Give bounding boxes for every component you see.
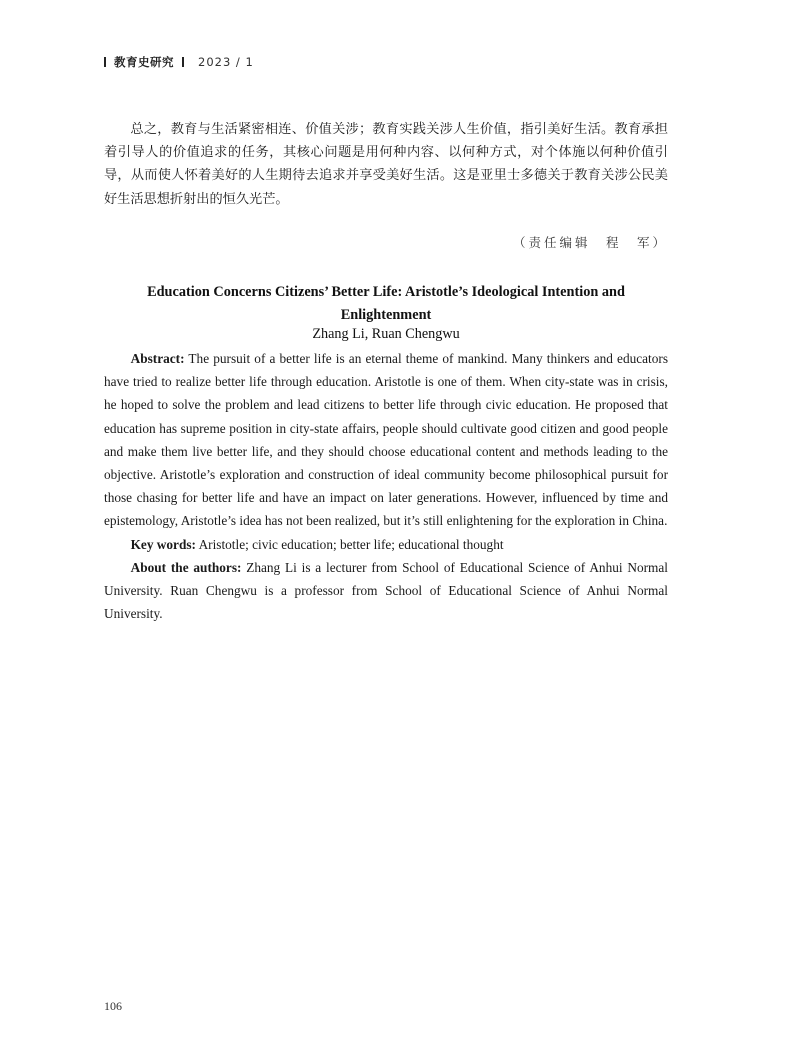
- keywords-label: Key words:: [130, 536, 196, 552]
- header-divider-bar: [104, 57, 106, 67]
- about-authors-text: Zhang Li is a lecturer from School of Educational Science of Anhui Normal University. Ruan Chengwu is a professor from School of Educational Science of Anhui Normal University.: [104, 559, 668, 622]
- running-header: [104, 54, 254, 70]
- about-authors-paragraph: [104, 556, 668, 626]
- abstract-paragraph: [104, 347, 668, 533]
- english-abstract-block: [104, 347, 668, 625]
- abstract-label: Abstract:: [130, 351, 185, 366]
- english-authors: Zhang Li, Ruan Chengwu: [312, 326, 460, 342]
- keywords-text: Aristotle; civic education; better life; educational thought: [198, 536, 504, 552]
- header-divider-bar: [182, 57, 184, 67]
- chinese-conclusion-paragraph: 总之，教育与生活紧密相连、价值关涉；教育实践关涉人生价值，指引美好生活。教育承担着引导人的价值追求的任务，其核心问题是用何种内容、以何种方式，对个体施以何种价值引导，从而使人怀着美好的人生期待去追求并享受美好生活。这是亚里士多德关于教育关涉公民美好生活思想折射出的恒久光芒。: [104, 122, 668, 207]
- english-article-title: Education Concerns Citizens’ Better Life: Aristotle’s Ideological Intention and Enlightenment: [147, 284, 625, 323]
- issue-number: 2023 / 1: [198, 55, 254, 69]
- abstract-text: The pursuit of a better life is an eternal theme of mankind. Many thinkers and educators have tried to realize better life through education. Aristotle is one of them. When city-state was in crisis, he hoped to solve the problem and lead citizens to better life through civic education. He proposed that education has supreme position in city-state affairs, people should cultivate good citizen and good people and make them live better life, and they should choose educational content and methods leading to the objective. Aristotle’s exploration and construction of ideal community become philosophical pursuit for those chasing for better life and have an impact on later generations. However, influenced by time and epistemology, Aristotle’s idea has not been realized, but it’s still enlightening for the exploration in China.: [104, 351, 668, 529]
- about-authors-label: About the authors:: [130, 559, 242, 575]
- responsible-editor-note: （责任编辑 程 军）: [512, 235, 668, 250]
- journal-name: 教育史研究: [114, 55, 174, 69]
- keywords-paragraph: [104, 533, 668, 556]
- page-number: 106: [104, 999, 122, 1013]
